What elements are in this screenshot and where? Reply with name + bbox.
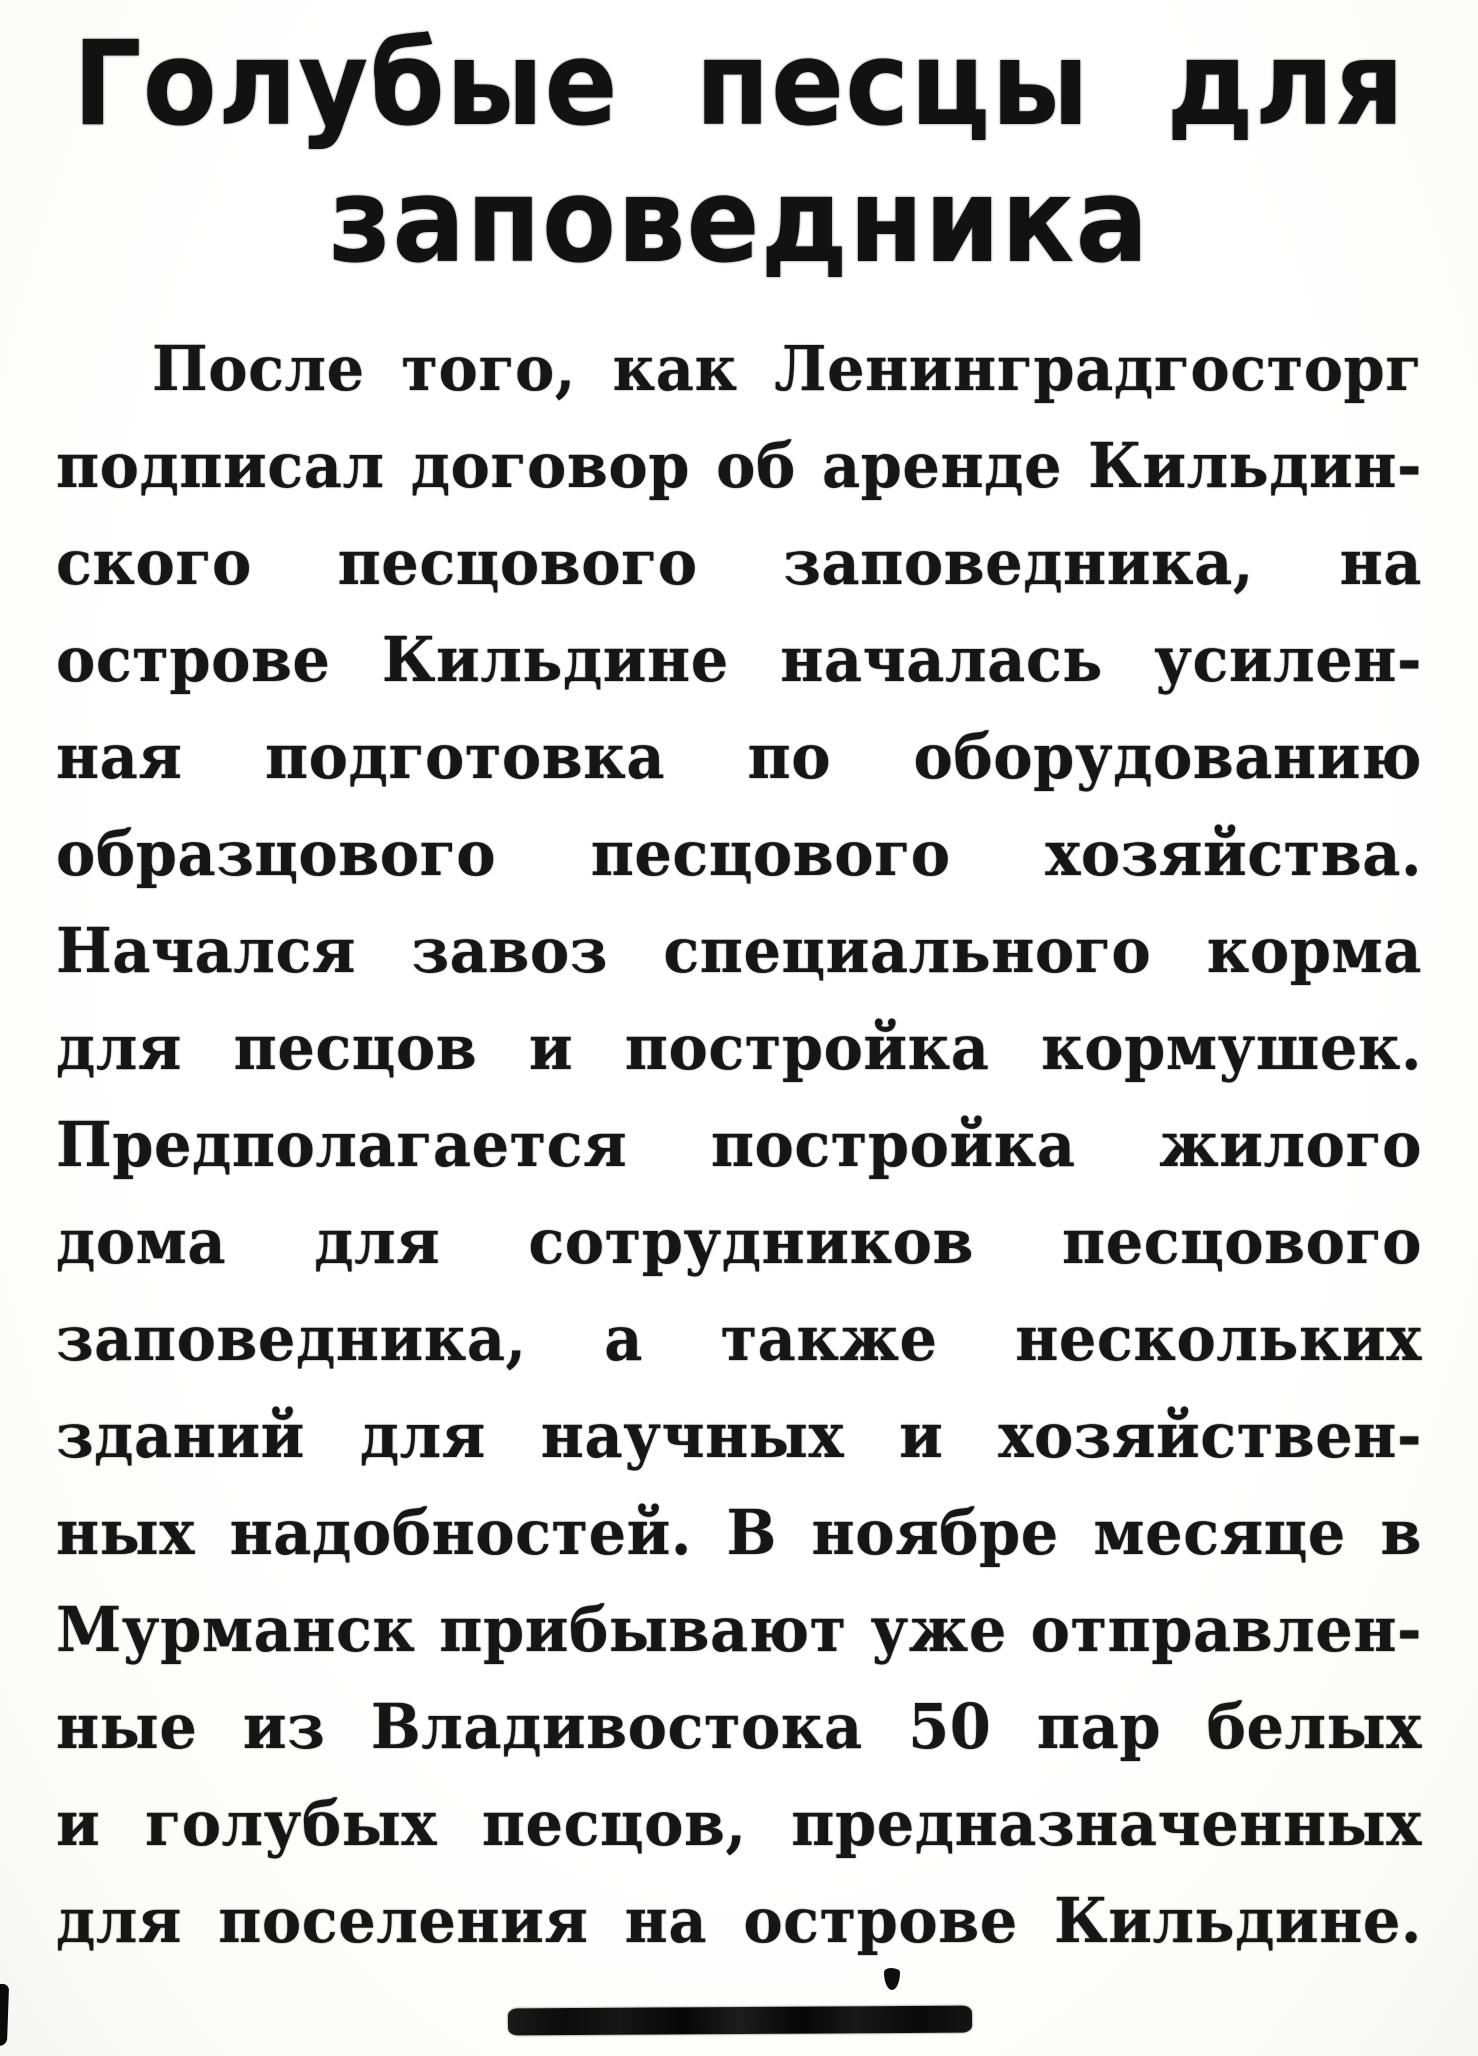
body-word: хозяйствен-	[998, 1399, 1422, 1472]
body-word: постройка	[710, 1108, 1076, 1181]
body-word: научных	[540, 1399, 845, 1472]
body-word: по	[747, 720, 832, 793]
body-word: аренде	[821, 429, 1063, 502]
body-word: Кильдине	[381, 623, 729, 696]
body-word: для	[359, 1399, 486, 1472]
body-word: Начался	[56, 914, 356, 987]
body-word: поселения	[218, 1884, 589, 1957]
body-word: жилого	[1159, 1108, 1422, 1181]
body-word: отправлен-	[1030, 1593, 1422, 1666]
body-word: белых	[1206, 1690, 1422, 1763]
body-word: завоз	[411, 914, 608, 987]
body-word: заповедника,	[56, 1302, 527, 1375]
body-line	[56, 997, 1422, 1098]
body-word: и	[56, 1787, 101, 1860]
body-word: на	[1339, 526, 1422, 599]
body-word: Предполагается	[56, 1108, 628, 1181]
ink-speck-artifact	[884, 1968, 900, 1990]
body-line	[56, 1191, 1422, 1292]
headline-line-1: Голубые песцы для	[72, 17, 1406, 153]
body-word: острове	[56, 623, 331, 696]
body-word: месяце	[1093, 1496, 1346, 1569]
body-word: острове	[743, 1884, 1018, 1957]
body-line	[56, 318, 1422, 419]
body-word: ноябре	[811, 1496, 1059, 1569]
body-word: подписал	[56, 429, 385, 502]
body-word: также	[720, 1302, 938, 1375]
body-word: а	[604, 1302, 643, 1375]
body-line	[56, 415, 1422, 516]
body-word: подготовка	[264, 720, 666, 793]
body-line	[56, 706, 1422, 807]
body-word: того,	[401, 332, 576, 405]
body-word: песцового	[590, 817, 951, 890]
body-word: ных	[56, 1496, 196, 1569]
body-line	[56, 1676, 1422, 1777]
body-word: корма	[1206, 914, 1422, 987]
body-word: песцового	[1062, 1205, 1422, 1278]
body-word: Владивостока	[370, 1690, 863, 1763]
body-word: постройка	[624, 1011, 990, 1084]
body-line	[56, 1773, 1422, 1874]
body-word: для	[314, 1205, 441, 1278]
body-word: хозяйства.	[1045, 817, 1422, 890]
body-word: заповедника,	[783, 526, 1254, 599]
body-line	[56, 1870, 1422, 1971]
body-line	[56, 803, 1422, 904]
body-word: дома	[56, 1205, 227, 1278]
body-word: как	[612, 332, 738, 405]
body-word: песцов,	[481, 1787, 747, 1860]
headline-line-2: заповедника	[328, 154, 1150, 290]
body-word: ная	[56, 720, 183, 793]
body-word: В	[726, 1496, 777, 1569]
body-word: ные	[56, 1690, 198, 1763]
body-word: Кильдине.	[1054, 1884, 1422, 1957]
body-word: оборудованию	[913, 720, 1422, 793]
body-word: кормушек.	[1041, 1011, 1422, 1084]
body-word: образцового	[56, 817, 497, 890]
body-word: и	[528, 1011, 574, 1084]
body-word: прибывают	[439, 1593, 847, 1666]
body-word: предназначенных	[791, 1787, 1422, 1860]
body-line	[56, 1482, 1422, 1583]
body-word: 50	[908, 1690, 992, 1763]
body-line	[56, 1579, 1422, 1680]
body-line	[56, 512, 1422, 613]
body-line	[56, 1288, 1422, 1389]
article-body	[56, 318, 1422, 1967]
body-line	[56, 1385, 1422, 1486]
body-word: на	[624, 1884, 708, 1957]
body-word: песцового	[337, 526, 698, 599]
body-word: сотрудников	[528, 1205, 974, 1278]
body-word: нескольких	[1015, 1302, 1422, 1375]
body-word: голубых	[145, 1787, 438, 1860]
body-line	[56, 1094, 1422, 1195]
article-headline	[0, 16, 1478, 290]
body-word: началась	[780, 623, 1103, 696]
body-word: Кильдин-	[1088, 429, 1422, 502]
body-word: специального	[663, 914, 1152, 987]
body-word: пар	[1036, 1690, 1162, 1763]
body-word: ского	[56, 526, 252, 599]
body-line	[56, 900, 1422, 1001]
body-word: усилен-	[1154, 623, 1422, 696]
body-word: Ленинградгосторг	[774, 332, 1422, 405]
body-word: для	[56, 1884, 183, 1957]
body-word: из	[242, 1690, 326, 1763]
scan-edge-artifact	[0, 1984, 9, 2046]
body-word: После	[152, 332, 365, 405]
body-word: зданий	[56, 1399, 305, 1472]
body-word: надобностей.	[229, 1496, 692, 1569]
body-word: договор	[410, 429, 690, 502]
body-word: песцов	[233, 1011, 478, 1084]
body-word: уже	[870, 1593, 1007, 1666]
body-word: для	[56, 1011, 183, 1084]
body-word: и	[899, 1399, 944, 1472]
body-word: в	[1380, 1496, 1422, 1569]
body-word: Мурманск	[56, 1593, 416, 1666]
body-word: об	[716, 429, 796, 502]
article-end-rule	[508, 2006, 972, 2036]
body-line	[56, 609, 1422, 710]
